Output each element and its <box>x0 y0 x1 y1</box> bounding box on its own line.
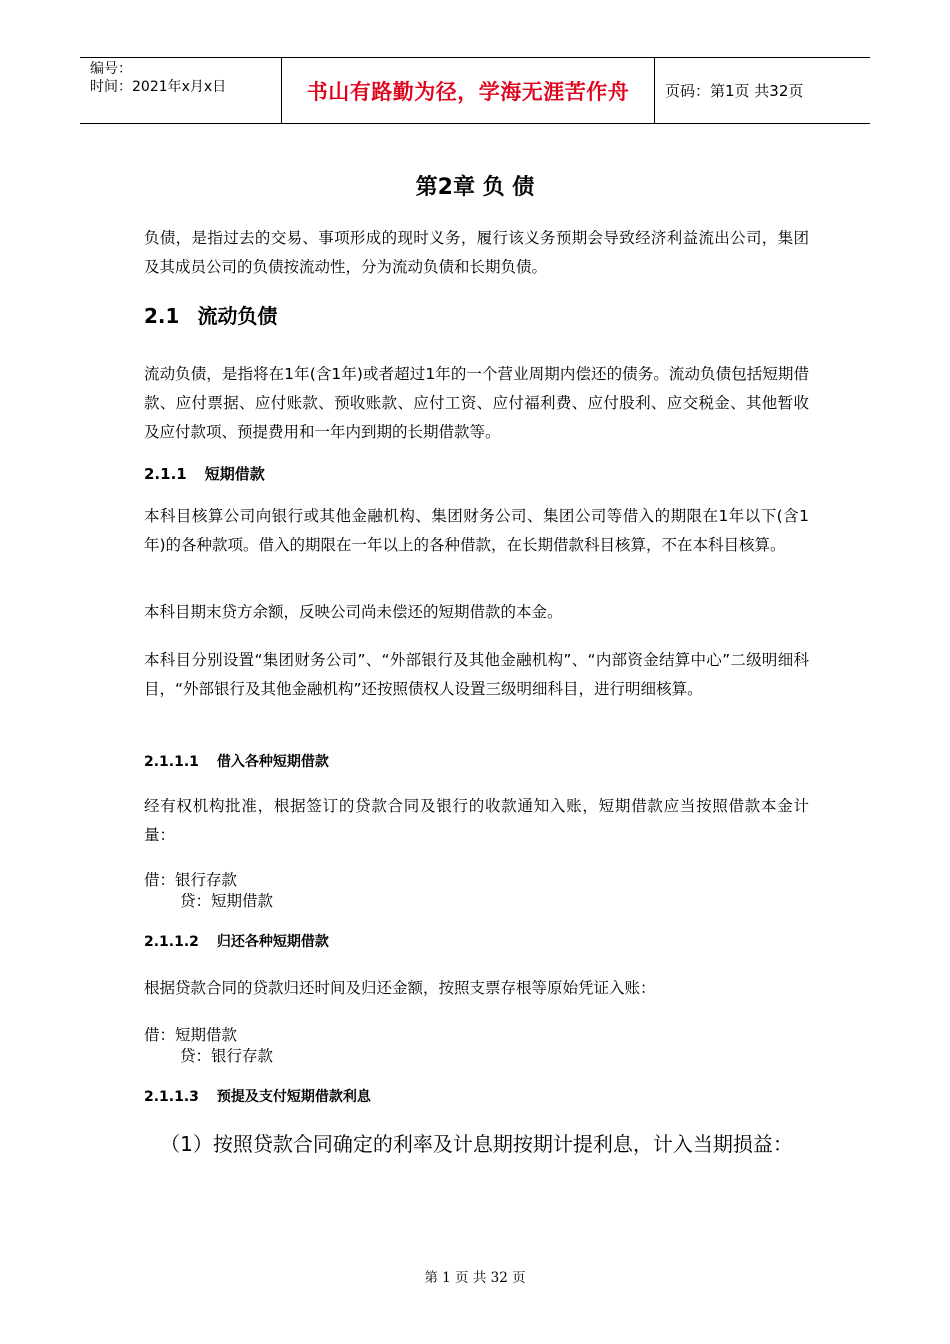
section-2-1-1-heading <box>144 463 265 484</box>
section-2-1-1-2-heading <box>144 931 329 951</box>
section-2-1-1-paragraph-1: 本科目核算公司向银行或其他金融机构、集团财务公司、集团公司等借入的期限在1年以下(含1年)的各种款项。借入的期限在一年以上的各种借款，在长期借款科目核算，不在本科目核算。 <box>144 507 809 554</box>
chapter-title: 第2章 负 债 <box>415 175 535 200</box>
section-2-1-heading <box>144 300 277 329</box>
section-2-1-body: 流动负债，是指将在1年(含1年)或者超过1年的一个营业周期内偿还的债务。流动负债包括短期借款、应付票据、应付账款、预收账款、应付工资、应付福利费、应付股利、应交税金、其他暂收及应付款项、预提费用和一年内到期的长期借款等。 <box>144 365 809 441</box>
journal-entry-repay <box>144 1025 273 1067</box>
journal-debit: 借：短期借款 <box>144 1026 238 1044</box>
journal-credit: 贷：短期借款 <box>180 892 274 910</box>
journal-credit: 贷：银行存款 <box>180 1047 274 1065</box>
document-number-label: 编号： <box>90 61 132 77</box>
header-page-info: 页码：第1页 共32页 <box>665 82 804 100</box>
section-number: 2.1.1 <box>144 465 187 483</box>
header-meta <box>80 58 281 123</box>
document-header <box>80 57 870 124</box>
section-2-1-1-paragraph-2: 本科目期末贷方余额，反映公司尚未偿还的短期借款的本金。 <box>144 603 563 621</box>
document-time-label: 时间：2021年x月x日 <box>90 79 227 95</box>
section-title: 借入各种短期借款 <box>216 754 329 770</box>
section-2-1-1-3-heading <box>144 1086 371 1106</box>
section-number: 2.1.1.1 <box>144 754 199 770</box>
section-title: 归还各种短期借款 <box>216 934 329 950</box>
section-2-1-1-3-item-1: （1）按照贷款合同确定的利率及计息期按期计提利息，计入当期损益： <box>160 1132 793 1156</box>
journal-entry-borrow <box>144 870 273 912</box>
journal-debit: 借：银行存款 <box>144 871 238 889</box>
section-number: 2.1.1.2 <box>144 934 199 950</box>
section-title: 预提及支付短期借款利息 <box>216 1089 371 1105</box>
intro-paragraph: 负债，是指过去的交易、事项形成的现时义务，履行该义务预期会导致经济利益流出公司，集团及其成员公司的负债按流动性，分为流动负债和长期负债。 <box>144 229 809 276</box>
section-2-1-1-paragraph-3: 本科目分别设置“集团财务公司”、“外部银行及其他金融机构”、“内部资金结算中心”二级明细科目，“外部银行及其他金融机构”还按照债权人设置三级明细科目，进行明细核算。 <box>144 651 809 698</box>
section-2-1-1-2-body: 根据贷款合同的贷款归还时间及归还金额，按照支票存根等原始凭证入账： <box>144 979 656 997</box>
section-title: 流动负债 <box>197 304 278 328</box>
header-motto: 书山有路勤为径，学海无涯苦作舟 <box>281 58 655 123</box>
page-footer: 第 1 页 共 32 页 <box>424 1270 526 1286</box>
section-2-1-1-1-body: 经有权机构批准，根据签订的贷款合同及银行的收款通知入账，短期借款应当按照借款本金计量： <box>144 797 809 844</box>
section-number: 2.1.1.3 <box>144 1089 199 1105</box>
section-2-1-1-1-heading <box>144 751 329 771</box>
section-title: 短期借款 <box>204 465 265 483</box>
section-number: 2.1 <box>144 304 180 328</box>
